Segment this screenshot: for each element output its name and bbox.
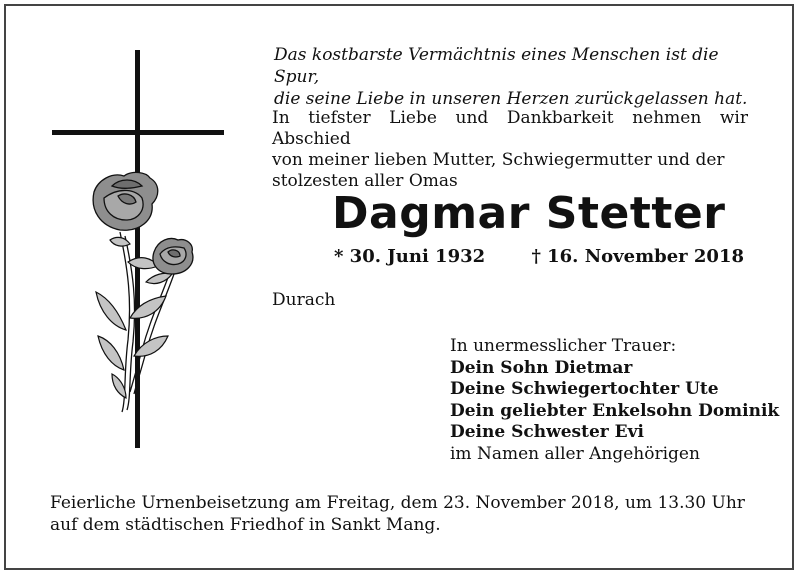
mourner-name: Dein geliebter Enkelsohn Dominik	[450, 400, 780, 421]
rose-large	[93, 172, 158, 230]
intro-text	[272, 108, 748, 192]
funeral-line-1: Feierliche Urnenbeisetzung am Freitag, dem 23. November 2018, um 13.30 Uhr	[50, 493, 745, 513]
memorial-quote	[274, 44, 754, 110]
birth-date: * 30. Juni 1932	[334, 246, 486, 267]
deceased-name: Dagmar Stetter	[332, 188, 726, 239]
hometown: Durach	[272, 290, 336, 310]
intro-line-1: In tiefster Liebe und Dankbarkeit nehmen wir Abschied	[272, 108, 748, 149]
quote-line-1: Das kostbarste Vermächtnis eines Menschen ist die Spur,	[274, 45, 719, 87]
funeral-notice	[50, 492, 745, 536]
cross-icon	[52, 50, 224, 448]
quote-line-2: die seine Liebe in unseren Herzen zurückgelassen hat.	[274, 89, 748, 109]
cross-and-roses-icon	[40, 40, 240, 460]
intro-line-2: von meiner lieben Mutter, Schwiegermutter und der	[272, 150, 725, 170]
mourners-closing: im Namen aller Angehörigen	[450, 443, 700, 464]
mourner-name: Dein Sohn Dietmar	[450, 357, 633, 378]
mourner-name: Deine Schwiegertochter Ute	[450, 379, 719, 399]
rose-small	[153, 239, 193, 275]
death-date: † 16. November 2018	[531, 246, 745, 267]
mourners-block	[450, 336, 779, 465]
life-dates	[334, 246, 744, 267]
mourners-intro: In unermesslicher Trauer:	[450, 336, 677, 356]
intro-line-3: stolzesten aller Omas	[272, 171, 458, 191]
funeral-line-2: auf dem städtischen Friedhof in Sankt Mang.	[50, 515, 441, 535]
mourner-name: Deine Schwester Evi	[450, 422, 644, 442]
